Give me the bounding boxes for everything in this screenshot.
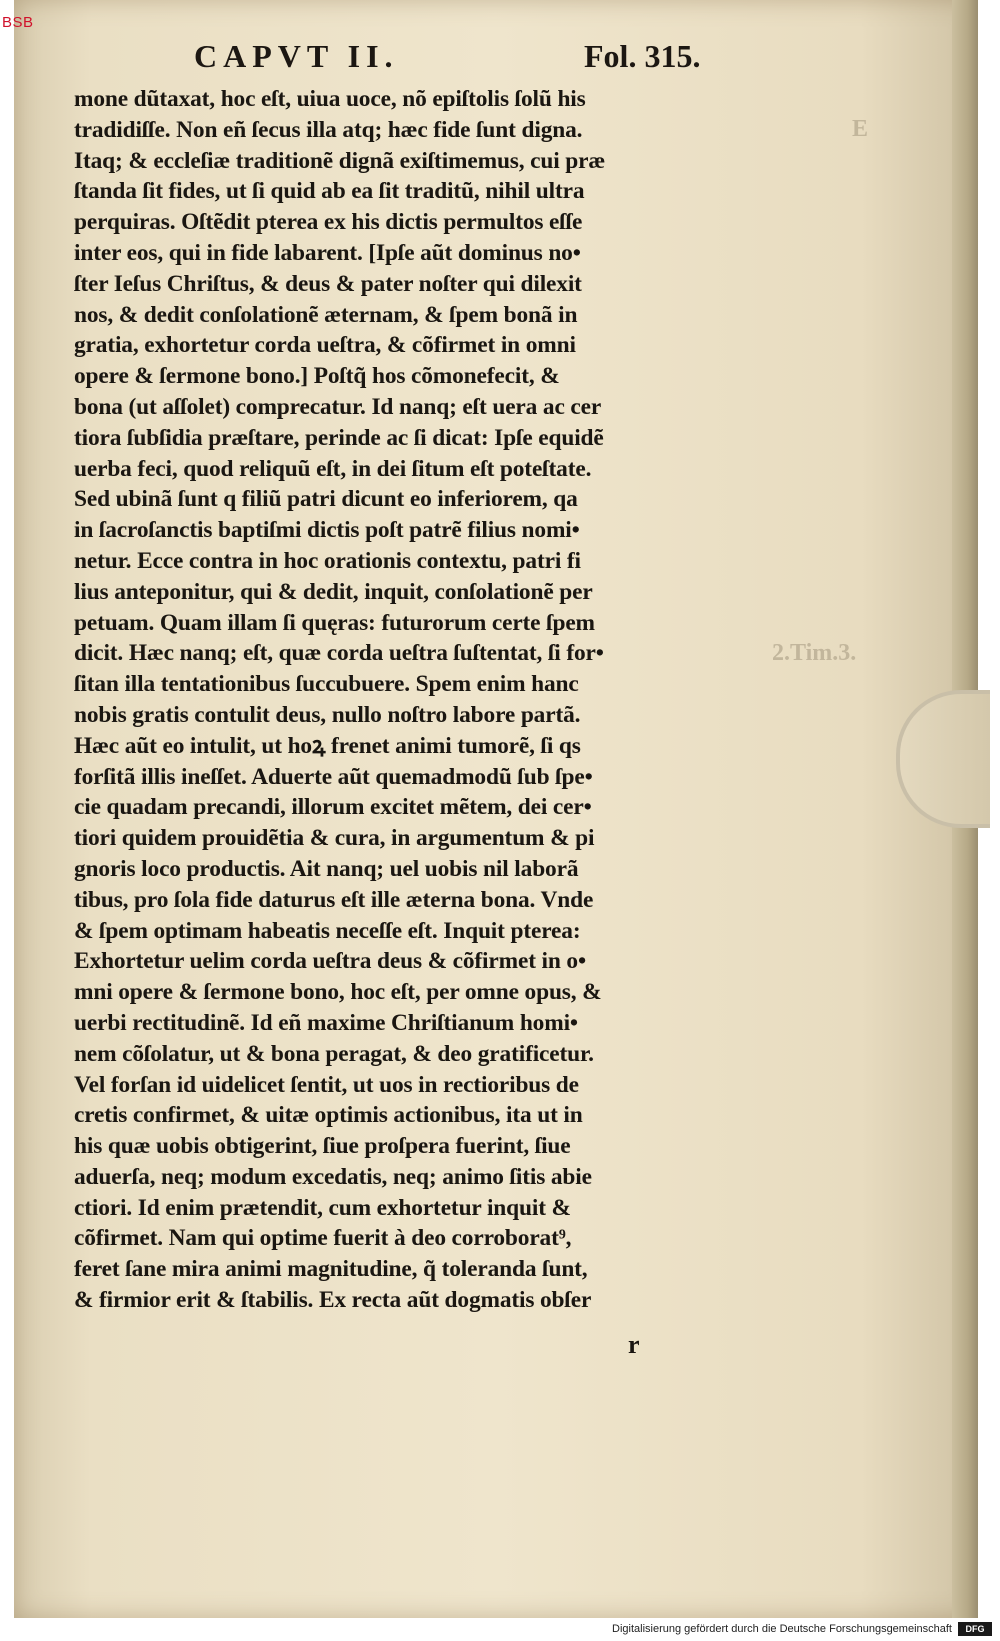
- text-line: dicit. Hæc nanq; eſt, quæ corda ueſtra ſuſtentat, ſi for•: [74, 640, 604, 667]
- text-line: uerba feci, quod reliquũ eſt, in dei ſitum eſt poteſtate.: [74, 455, 592, 482]
- text-line: & ſpem optimam habeatis neceſſe eſt. Inquit pterea:: [74, 917, 581, 944]
- text-line: Exhortetur uelim corda ueſtra deus & cõfirmet in o•: [74, 948, 587, 975]
- text-line: lius anteponitur, qui & dedit, inquit, conſolationẽ per: [74, 578, 593, 605]
- text-line: opere & ſermone bono.] Poſtq̃ hos cõmonefecit, &: [74, 363, 560, 390]
- text-line: netur. Ecce contra in hoc orationis contextu, patri fi: [74, 547, 581, 574]
- text-line: nos, & dedit conſolationẽ æternam, & ſpem bonã in: [74, 301, 578, 328]
- text-line: Hæc aũt eo intulit, ut hoꝝ frenet animi tumorẽ, ſi qs: [74, 732, 581, 759]
- text-line: nobis gratis contulit deus, nullo noſtro labore partã.: [74, 701, 581, 728]
- text-line: gratia, exhortetur corda ueſtra, & cõfirmet in omni: [74, 332, 576, 359]
- text-line: cõfirmet. Nam qui optime fuerit à deo corroborat⁹,: [74, 1225, 572, 1252]
- text-line: aduerſa, neq; modum excedatis, neq; animo ſitis abie: [74, 1163, 592, 1190]
- clasp-ring: [896, 690, 990, 828]
- text-line: ſtanda ſit fides, ut ſi quid ab ea ſit traditũ, nihil ultra: [74, 178, 585, 205]
- text-line: perquiras. Oſtẽdit pterea ex his dictis permultos eſſe: [74, 209, 583, 236]
- text-line: cretis confirmet, & uitæ optimis actionibus, ita ut in: [74, 1102, 583, 1129]
- folio-number: Fol. 315.: [584, 38, 701, 74]
- margin-note: 2.Tim.3.: [772, 640, 857, 666]
- catchword: r: [628, 1330, 640, 1359]
- text-line: cie quadam precandi, illorum excitet mẽtem, dei cer•: [74, 794, 592, 821]
- text-line: ctiori. Id enim prætendit, cum exhortetur inquit &: [74, 1194, 571, 1221]
- text-line: forſitã illis ineſſet. Aduerte aũt quemadmodũ ſub ſpe•: [74, 763, 593, 790]
- text-line: Sed ubinã ſunt q filiũ patri dicunt eo inferiorem, qa: [74, 486, 578, 513]
- text-line: in ſacroſanctis baptiſmi dictis poſt patrẽ filius nomi•: [74, 517, 580, 544]
- text-line: gnoris loco productis. Ait nanq; uel uobis nil laborã: [74, 855, 579, 882]
- funding-note: Digitalisierung gefördert durch die Deutsche Forschungsgemeinschaft: [612, 1623, 952, 1635]
- text-line: ſter Ieſus Chriſtus, & deus & pater noſter qui dilexit: [74, 270, 582, 297]
- text-line: Itaq; & eccleſiæ traditionẽ dignã exiſtimemus, cui præ: [74, 147, 606, 174]
- footer-bar: [0, 1618, 1000, 1641]
- text-line: & firmior erit & ſtabilis. Ex recta aũt dogmatis obſer: [74, 1287, 592, 1314]
- dfg-logo: DFG: [958, 1622, 992, 1636]
- text-line: Vel forſan id uidelicet ſentit, ut uos in rectioribus de: [74, 1071, 579, 1098]
- text-line: bona (ut aſſolet) comprecatur. Id nanq; eſt uera ac cer: [74, 393, 602, 420]
- text-line: feret ſane mira animi magnitudine, q̃ toleranda ſunt,: [74, 1256, 588, 1283]
- chapter-title: CAPVT II.: [194, 38, 399, 74]
- bsb-logo: BSB: [2, 14, 34, 31]
- book-page: [14, 0, 976, 1618]
- text-line: tibus, pro ſola fide daturus eſt ille æterna bona. Vnde: [74, 886, 594, 913]
- text-line: tiori quidem prouidẽtia & cura, in argumentum & pi: [74, 825, 595, 852]
- text-line: mni opere & ſermone bono, hoc eſt, per omne opus, &: [74, 979, 602, 1006]
- text-line: ſitan illa tentationibus ſuccubuere. Spem enim hanc: [74, 671, 579, 698]
- margin-note: E: [852, 116, 869, 142]
- text-line: uerbi rectitudinẽ. Id eñ maxime Chriſtianum homi•: [74, 1009, 578, 1036]
- text-line: nem cõſolatur, ut & bona peragat, & deo gratificetur.: [74, 1040, 594, 1067]
- text-line: inter eos, qui in fide labarent. [Ipſe aũt dominus no•: [74, 239, 581, 266]
- text-line: petuam. Quam illam ſi quęras: futurorum certe ſpem: [74, 609, 595, 636]
- text-line: mone dũtaxat, hoc eſt, uiua uoce, nõ epiſtolis ſolũ his: [74, 86, 586, 112]
- body-text: [74, 84, 750, 1316]
- text-line: tradidiſſe. Non eñ ſecus illa atq; hæc fide ſunt digna.: [74, 116, 583, 143]
- text-line: tiora ſubſidia præſtare, perinde ac ſi dicat: Ipſe equidẽ: [74, 424, 604, 451]
- text-line: his quæ uobis obtigerint, ſiue proſpera fuerint, ſiue: [74, 1133, 571, 1160]
